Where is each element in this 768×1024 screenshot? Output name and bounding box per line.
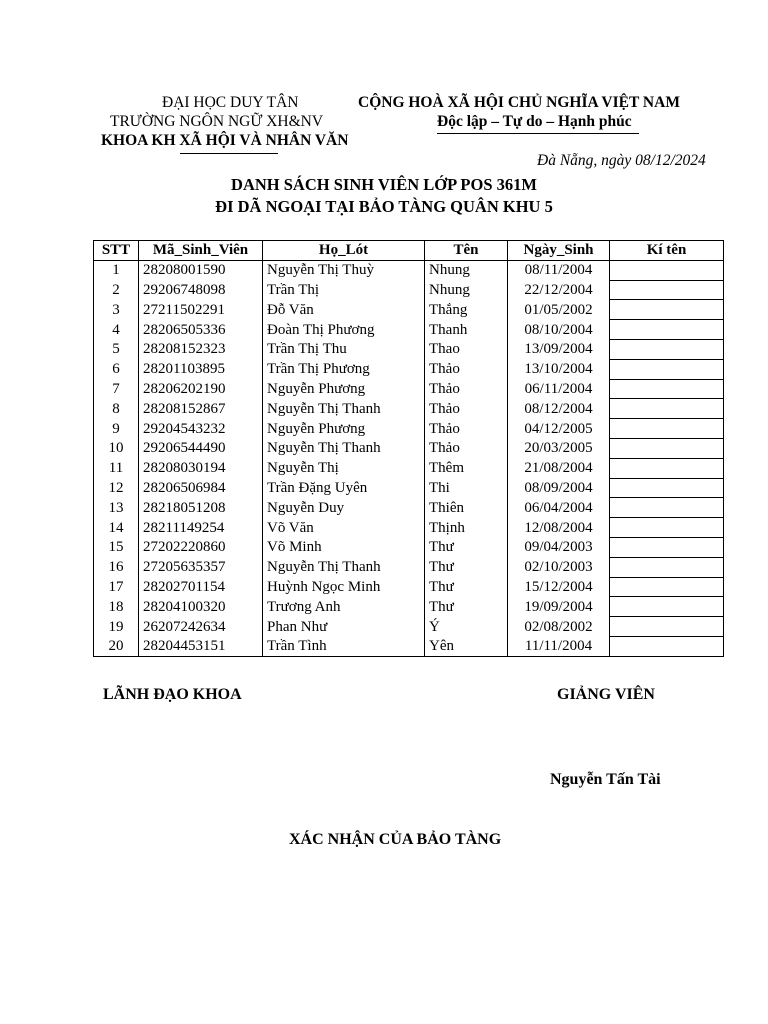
cell-first-name: Thư bbox=[425, 537, 508, 557]
table-row bbox=[94, 597, 724, 617]
cell-student-id: 28208001590 bbox=[139, 260, 263, 280]
cell-signature[interactable] bbox=[610, 260, 724, 280]
cell-student-id: 28208152323 bbox=[139, 339, 263, 359]
cell-birth-date: 01/05/2002 bbox=[508, 300, 610, 320]
table-row bbox=[94, 617, 724, 637]
cell-first-name: Nhung bbox=[425, 280, 508, 300]
cell-student-id: 28206505336 bbox=[139, 320, 263, 340]
faculty-name: KHOA KH XÃ HỘI VÀ NHÂN VĂN bbox=[101, 132, 349, 149]
cell-student-id: 28211149254 bbox=[139, 518, 263, 538]
cell-student-id: 28204100320 bbox=[139, 597, 263, 617]
cell-signature[interactable] bbox=[610, 359, 724, 379]
cell-student-id: 28208030194 bbox=[139, 458, 263, 478]
cell-first-name: Thảo bbox=[425, 359, 508, 379]
cell-middle-name: Nguyễn Thị bbox=[263, 458, 425, 478]
cell-birth-date: 06/11/2004 bbox=[508, 379, 610, 399]
cell-stt: 9 bbox=[94, 419, 139, 439]
cell-middle-name: Trần Đặng Uyên bbox=[263, 478, 425, 498]
cell-stt: 13 bbox=[94, 498, 139, 518]
cell-stt: 4 bbox=[94, 320, 139, 340]
cell-student-id: 27205635357 bbox=[139, 557, 263, 577]
cell-birth-date: 21/08/2004 bbox=[508, 458, 610, 478]
table-row bbox=[94, 498, 724, 518]
cell-stt: 15 bbox=[94, 537, 139, 557]
country-name: CỘNG HOÀ XÃ HỘI CHỦ NGHĨA VIỆT NAM bbox=[358, 94, 680, 111]
cell-birth-date: 08/10/2004 bbox=[508, 320, 610, 340]
cell-signature[interactable] bbox=[610, 557, 724, 577]
cell-first-name: Thanh bbox=[425, 320, 508, 340]
school-name: TRƯỜNG NGÔN NGỮ XH&NV bbox=[110, 113, 324, 130]
cell-birth-date: 12/08/2004 bbox=[508, 518, 610, 538]
cell-middle-name: Đoàn Thị Phương bbox=[263, 320, 425, 340]
cell-stt: 20 bbox=[94, 636, 139, 656]
cell-student-id: 28218051208 bbox=[139, 498, 263, 518]
table-row bbox=[94, 280, 724, 300]
cell-stt: 12 bbox=[94, 478, 139, 498]
cell-birth-date: 02/08/2002 bbox=[508, 617, 610, 637]
cell-birth-date: 02/10/2003 bbox=[508, 557, 610, 577]
cell-student-id: 29204543232 bbox=[139, 419, 263, 439]
table-row bbox=[94, 379, 724, 399]
lecturer-name: Nguyễn Tấn Tài bbox=[550, 771, 661, 788]
museum-confirmation-label: XÁC NHẬN CỦA BẢO TÀNG bbox=[289, 831, 502, 848]
cell-student-id: 28206506984 bbox=[139, 478, 263, 498]
table-row bbox=[94, 438, 724, 458]
document-title-line-2: ĐI DÃ NGOẠI TẠI BẢO TÀNG QUÂN KHU 5 bbox=[215, 197, 553, 216]
cell-first-name: Thịnh bbox=[425, 518, 508, 538]
cell-birth-date: 08/11/2004 bbox=[508, 260, 610, 280]
cell-signature[interactable] bbox=[610, 537, 724, 557]
table-row bbox=[94, 577, 724, 597]
cell-signature[interactable] bbox=[610, 320, 724, 340]
cell-birth-date: 15/12/2004 bbox=[508, 577, 610, 597]
cell-stt: 18 bbox=[94, 597, 139, 617]
cell-signature[interactable] bbox=[610, 438, 724, 458]
cell-first-name: Thư bbox=[425, 597, 508, 617]
cell-signature[interactable] bbox=[610, 597, 724, 617]
cell-signature[interactable] bbox=[610, 636, 724, 656]
cell-middle-name: Trần Thị Phương bbox=[263, 359, 425, 379]
cell-middle-name: Trần Thị bbox=[263, 280, 425, 300]
cell-birth-date: 08/09/2004 bbox=[508, 478, 610, 498]
cell-stt: 1 bbox=[94, 260, 139, 280]
cell-student-id: 28208152867 bbox=[139, 399, 263, 419]
cell-birth-date: 19/09/2004 bbox=[508, 597, 610, 617]
cell-middle-name: Nguyễn Duy bbox=[263, 498, 425, 518]
header-left-underline bbox=[180, 153, 278, 154]
cell-signature[interactable] bbox=[610, 498, 724, 518]
cell-student-id: 29206748098 bbox=[139, 280, 263, 300]
cell-student-id: 28204453151 bbox=[139, 636, 263, 656]
document-title-line-1: DANH SÁCH SINH VIÊN LỚP POS 361M bbox=[231, 175, 537, 194]
cell-middle-name: Phan Như bbox=[263, 617, 425, 637]
cell-middle-name: Nguyễn Thị Thanh bbox=[263, 438, 425, 458]
cell-student-id: 28202701154 bbox=[139, 577, 263, 597]
cell-stt: 16 bbox=[94, 557, 139, 577]
cell-birth-date: 09/04/2003 bbox=[508, 537, 610, 557]
table-row bbox=[94, 478, 724, 498]
cell-student-id: 26207242634 bbox=[139, 617, 263, 637]
column-header-first-name: Tên bbox=[425, 241, 508, 261]
cell-first-name: Yên bbox=[425, 636, 508, 656]
table-row bbox=[94, 339, 724, 359]
table-header-row bbox=[94, 241, 724, 261]
cell-first-name: Thư bbox=[425, 577, 508, 597]
cell-birth-date: 20/03/2005 bbox=[508, 438, 610, 458]
national-motto: Độc lập – Tự do – Hạnh phúc bbox=[437, 113, 632, 130]
table-row bbox=[94, 419, 724, 439]
cell-birth-date: 04/12/2005 bbox=[508, 419, 610, 439]
cell-middle-name: Trần Tình bbox=[263, 636, 425, 656]
cell-signature[interactable] bbox=[610, 577, 724, 597]
cell-middle-name: Võ Minh bbox=[263, 537, 425, 557]
cell-signature[interactable] bbox=[610, 280, 724, 300]
lecturer-label: GIẢNG VIÊN bbox=[557, 686, 655, 703]
motto-underline bbox=[437, 133, 639, 134]
cell-student-id: 28201103895 bbox=[139, 359, 263, 379]
cell-signature[interactable] bbox=[610, 419, 724, 439]
cell-first-name: Thi bbox=[425, 478, 508, 498]
cell-student-id: 29206544490 bbox=[139, 438, 263, 458]
cell-stt: 5 bbox=[94, 339, 139, 359]
column-header-signature: Kí tên bbox=[610, 241, 724, 261]
cell-middle-name: Trương Anh bbox=[263, 597, 425, 617]
cell-student-id: 27211502291 bbox=[139, 300, 263, 320]
cell-first-name: Thiên bbox=[425, 498, 508, 518]
cell-birth-date: 13/09/2004 bbox=[508, 339, 610, 359]
cell-stt: 7 bbox=[94, 379, 139, 399]
column-header-birth-date: Ngày_Sinh bbox=[508, 241, 610, 261]
faculty-leader-label: LÃNH ĐẠO KHOA bbox=[103, 686, 242, 703]
table-row bbox=[94, 636, 724, 656]
cell-birth-date: 06/04/2004 bbox=[508, 498, 610, 518]
cell-signature[interactable] bbox=[610, 399, 724, 419]
cell-signature[interactable] bbox=[610, 518, 724, 538]
cell-first-name: Thêm bbox=[425, 458, 508, 478]
cell-middle-name: Nguyễn Thị Thuỳ bbox=[263, 260, 425, 280]
cell-first-name: Thao bbox=[425, 339, 508, 359]
cell-stt: 11 bbox=[94, 458, 139, 478]
table-row bbox=[94, 399, 724, 419]
cell-first-name: Ý bbox=[425, 617, 508, 637]
cell-middle-name: Nguyễn Phương bbox=[263, 419, 425, 439]
cell-signature[interactable] bbox=[610, 339, 724, 359]
cell-student-id: 28206202190 bbox=[139, 379, 263, 399]
cell-stt: 3 bbox=[94, 300, 139, 320]
table-row bbox=[94, 300, 724, 320]
cell-middle-name: Võ Văn bbox=[263, 518, 425, 538]
cell-first-name: Thảo bbox=[425, 399, 508, 419]
cell-first-name: Thắng bbox=[425, 300, 508, 320]
cell-stt: 14 bbox=[94, 518, 139, 538]
column-header-student-id: Mã_Sinh_Viên bbox=[139, 241, 263, 261]
column-header-stt: STT bbox=[94, 241, 139, 261]
cell-first-name: Nhung bbox=[425, 260, 508, 280]
cell-signature[interactable] bbox=[610, 617, 724, 637]
cell-stt: 19 bbox=[94, 617, 139, 637]
cell-signature[interactable] bbox=[610, 379, 724, 399]
cell-stt: 2 bbox=[94, 280, 139, 300]
cell-stt: 6 bbox=[94, 359, 139, 379]
table-row bbox=[94, 557, 724, 577]
cell-first-name: Thư bbox=[425, 557, 508, 577]
table-row bbox=[94, 260, 724, 280]
table-row bbox=[94, 359, 724, 379]
cell-middle-name: Nguyễn Phương bbox=[263, 379, 425, 399]
cell-middle-name: Đỗ Văn bbox=[263, 300, 425, 320]
cell-birth-date: 13/10/2004 bbox=[508, 359, 610, 379]
student-list-table bbox=[93, 240, 724, 657]
column-header-middle-name: Họ_Lót bbox=[263, 241, 425, 261]
cell-middle-name: Nguyễn Thị Thanh bbox=[263, 399, 425, 419]
cell-middle-name: Huỳnh Ngọc Minh bbox=[263, 577, 425, 597]
cell-first-name: Thảo bbox=[425, 379, 508, 399]
cell-middle-name: Nguyễn Thị Thanh bbox=[263, 557, 425, 577]
university-name: ĐẠI HỌC DUY TÂN bbox=[162, 94, 299, 111]
table-row bbox=[94, 458, 724, 478]
cell-middle-name: Trần Thị Thu bbox=[263, 339, 425, 359]
cell-birth-date: 22/12/2004 bbox=[508, 280, 610, 300]
table-row bbox=[94, 537, 724, 557]
cell-first-name: Thảo bbox=[425, 438, 508, 458]
cell-birth-date: 08/12/2004 bbox=[508, 399, 610, 419]
cell-stt: 10 bbox=[94, 438, 139, 458]
table-row bbox=[94, 518, 724, 538]
cell-signature[interactable] bbox=[610, 478, 724, 498]
cell-student-id: 27202220860 bbox=[139, 537, 263, 557]
cell-signature[interactable] bbox=[610, 458, 724, 478]
cell-signature[interactable] bbox=[610, 300, 724, 320]
cell-stt: 8 bbox=[94, 399, 139, 419]
table-row bbox=[94, 320, 724, 340]
cell-stt: 17 bbox=[94, 577, 139, 597]
date-line: Đà Nẵng, ngày 08/12/2024 bbox=[537, 152, 706, 169]
cell-first-name: Thảo bbox=[425, 419, 508, 439]
cell-birth-date: 11/11/2004 bbox=[508, 636, 610, 656]
